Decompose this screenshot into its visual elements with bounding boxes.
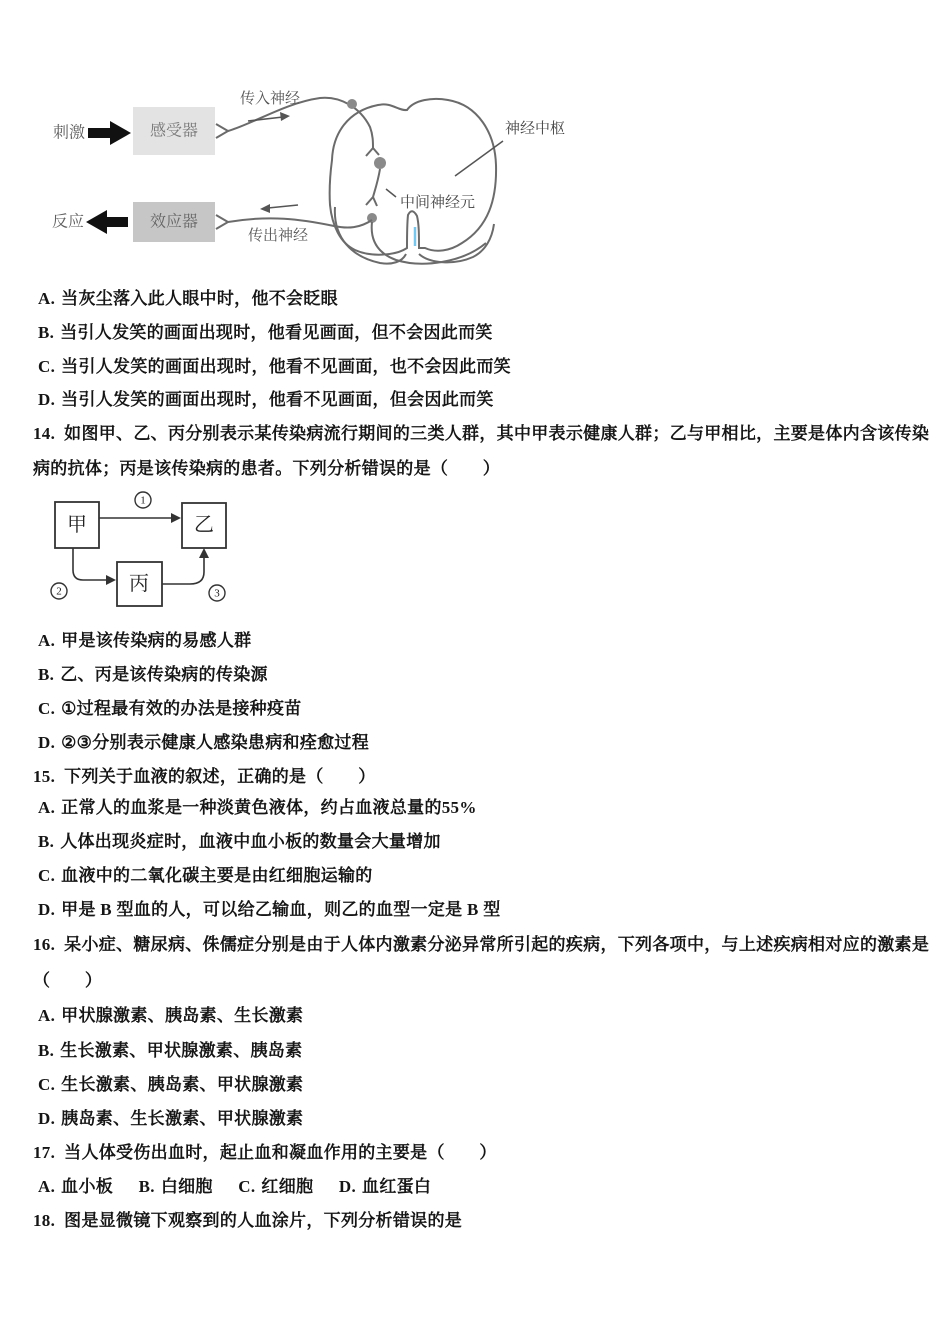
option-14-a: A. 甲是该传染病的易感人群 bbox=[38, 631, 252, 650]
question-17: 17. 当人体受伤出血时，起止血和凝血作用的主要是（ ） bbox=[33, 1143, 497, 1162]
efferent-nerve-wrap bbox=[372, 222, 486, 264]
infection-flow-diagram bbox=[40, 490, 280, 620]
efferent-nerve-line bbox=[228, 218, 372, 227]
option-15-a: A. 正常人的血浆是一种淡黄色液体，约占血液总量的55% bbox=[38, 798, 477, 817]
option-15-d: D. 甲是 B 型血的人，可以给乙输血，则乙的血型一定是 B 型 bbox=[38, 900, 501, 919]
question-16-line1: 16. 呆小症、糖尿病、侏儒症分别是由于人体内激素分泌异常所引起的疾病，下列各项中，与上述疾病相对应的激素是 bbox=[33, 935, 930, 954]
effector-nerve-ending-icon bbox=[216, 215, 228, 229]
option-14-c: C. ①过程最有效的办法是接种疫苗 bbox=[38, 699, 302, 718]
circle-1-icon bbox=[135, 492, 151, 508]
interneuron-line bbox=[366, 169, 380, 206]
question-14-line1: 14. 如图甲、乙、丙分别表示某传染病流行期间的三类人群，其中甲表示健康人群；乙与甲相比，主要是体内含该传染 bbox=[33, 424, 930, 443]
option-17-b: B. 白细胞 bbox=[138, 1177, 213, 1196]
option-13-b: B. 当引人发笑的画面出现时，他看见画面，但不会因此而笑 bbox=[38, 323, 493, 342]
question-15: 15. 下列关于血液的叙述，正确的是（ ） bbox=[33, 767, 376, 786]
interneuron-cell-body bbox=[374, 157, 386, 169]
option-14-d: D. ②③分别表示健康人感染患病和痊愈过程 bbox=[38, 733, 370, 752]
option-16-d: D. 胰岛素、生长激素、甲状腺激素 bbox=[38, 1109, 304, 1128]
option-15-b: B. 人体出现炎症时，血液中血小板的数量会大量增加 bbox=[38, 832, 441, 851]
cord-bottom-right-flap bbox=[419, 224, 494, 262]
option-17-c: C. 红细胞 bbox=[238, 1177, 314, 1196]
stimulus-arrow-icon bbox=[88, 121, 131, 145]
options-17-row bbox=[38, 1176, 452, 1198]
option-17-d: D. 血红蛋白 bbox=[338, 1177, 432, 1196]
option-13-c: C. 当引人发笑的画面出现时，他看不见画面，也不会因此而笑 bbox=[38, 357, 511, 376]
interneuron-label: 中间神经元 bbox=[400, 195, 476, 211]
response-arrow-icon bbox=[86, 210, 128, 234]
option-16-c: C. 生长激素、胰岛素、甲状腺激素 bbox=[38, 1075, 304, 1094]
circle-3-icon bbox=[209, 585, 225, 601]
option-17-a: A. 血小板 bbox=[38, 1177, 114, 1196]
receptor-label: 感受器 bbox=[149, 122, 199, 140]
circle-2-icon bbox=[51, 583, 67, 599]
question-16-line2: （ ） bbox=[33, 971, 103, 990]
effector-label: 效应器 bbox=[149, 213, 199, 231]
afferent-label: 传入神经 bbox=[239, 91, 301, 107]
efferent-label: 传出神经 bbox=[247, 228, 309, 244]
question-18: 18. 图是显微镜下观察到的人血涂片，下列分析错误的是 bbox=[33, 1211, 463, 1230]
svg-text:2: 2 bbox=[56, 585, 62, 598]
interneuron-pointer bbox=[386, 189, 396, 197]
box-bing-label: 丙 bbox=[129, 573, 149, 595]
arrow-3 bbox=[162, 548, 209, 584]
arrow-2 bbox=[73, 548, 116, 585]
option-13-d: D. 当引人发笑的画面出现时，他看不见画面，但会因此而笑 bbox=[38, 390, 494, 409]
box-jia-label: 甲 bbox=[67, 514, 87, 536]
option-14-b: B. 乙、丙是该传染病的传染源 bbox=[38, 665, 268, 684]
option-13-a: A. 当灰尘落入此人眼中时，他不会眨眼 bbox=[38, 289, 338, 308]
response-label: 反应 bbox=[51, 213, 85, 231]
afferent-cell-body bbox=[347, 99, 357, 109]
nerve-center-label: 神经中枢 bbox=[505, 121, 566, 137]
spinal-cord-outline bbox=[330, 99, 496, 255]
efferent-direction-arrow-icon bbox=[260, 204, 298, 213]
arrow-1 bbox=[99, 513, 181, 523]
afferent-terminal-fork bbox=[366, 148, 379, 156]
svg-text:3: 3 bbox=[214, 587, 220, 600]
stimulus-label: 刺激 bbox=[52, 124, 86, 142]
reflex-arc-diagram bbox=[30, 85, 590, 280]
option-16-a: A. 甲状腺激素、胰岛素、生长激素 bbox=[38, 1006, 304, 1025]
question-14-line2: 病的抗体；丙是该传染病的患者。下列分析错误的是（ ） bbox=[33, 459, 501, 478]
svg-text:1: 1 bbox=[140, 494, 146, 507]
option-15-c: C. 血液中的二氧化碳主要是由红细胞运输的 bbox=[38, 866, 373, 885]
option-16-b: B. 生长激素、甲状腺激素、胰岛素 bbox=[38, 1041, 303, 1060]
box-yi-label: 乙 bbox=[194, 514, 214, 536]
receptor-nerve-ending-icon bbox=[216, 124, 228, 138]
